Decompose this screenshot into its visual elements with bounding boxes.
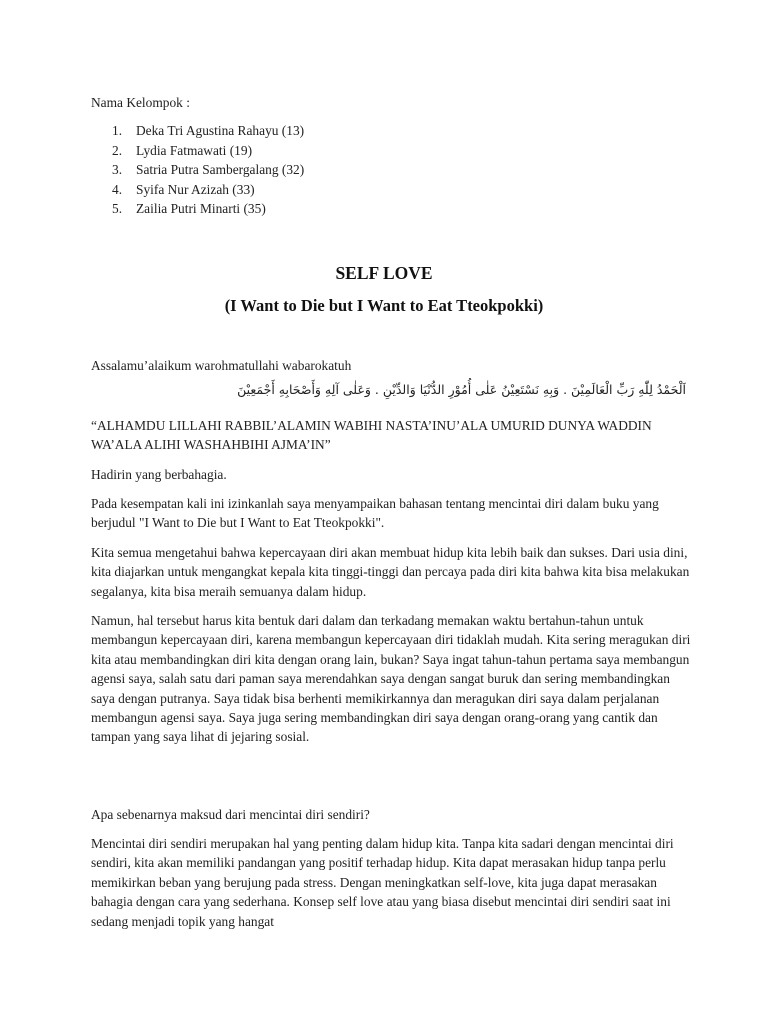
arabic-text: اَلْحَمْدُ لِلّٰهِ رَبِّ الْعَالَمِيْنَ . وَبِهِ نَسْتَعِيْنُ عَلٰى أُمُوْرِ الدُّنْيَا وَالدِّيْنِ . وَعَلٰى آلِهِ وَأَصْحَابِهِ أَجْمَعِيْنَ [237, 382, 686, 397]
section-question: Apa sebenarnya maksud dari mencintai diri sendiri? [91, 807, 370, 822]
paragraph-confidence: Kita semua mengetahui bahwa kepercayaan diri akan membuat hidup kita lebih baik dan sukses. Dari usia dini, kita diajarkan untuk mengangkat kepala kita tinggi-tinggi dan percaya pada diri kita bahwa kita bisa melakukan segalanya, kita bisa meraih semuanya dalam hidup. [91, 545, 690, 599]
list-item [112, 121, 304, 141]
paragraph-self-love: Mencintai diri sendiri merupakan hal yang penting dalam hidup kita. Tanpa kita sadari dengan mencintai diri sendiri, kita akan memiliki pandangan yang positif terhadap hidup. Kita dapat merasakan hidup tanpa perlu memikirkan beban yang berujung pada stress. Dengan meningkatkan self-love, kita juga dapat merasakan bahagia dengan cara yang sederhana. Konsep self love atau yang biasa disebut mencintai diri sendiri saat ini sedang menjadi topik yang hangat [91, 836, 674, 929]
document-title: SELF LOVE [335, 263, 433, 283]
member-name: Syifa Nur Azizah (33) [136, 181, 255, 197]
list-item [112, 141, 304, 161]
list-number: 1. [112, 123, 123, 138]
paragraph-story: Namun, hal tersebut harus kita bentuk dari dalam dan terkadang memakan waktu bertahun-tahun untuk membangun kepercayaan diri, karena membangun kepercayaan diri tidaklah mudah. Kita sering meragukan diri kita atau membandingkan diri kita dengan orang lain, bukan? Saya ingat tahun-tahun pertama saya membangun agensi saya, salah satu dari paman saya merendahkan saya dengan sangat buruk dan sering membandingkan saya dengan putranya. Saya tidak bisa berhenti memikirkannya dan meragukan diri saya dalam perjalanan membangun agensi saya. Saya juga sering membandingkan diri saya dengan orang-orang yang cantik dan tampan yang saya lihat di jejaring sosial. [91, 613, 691, 745]
paragraph-intro: Pada kesempatan kali ini izinkanlah saya menyampaikan bahasan tentang mencintai diri dalam buku yang berjudul "I Want to Die but I Want to Eat Tteokpokki". [91, 496, 659, 531]
list-number: 3. [112, 162, 123, 177]
transliteration-text: “ALHAMDU LILLAHI RABBIL’ALAMIN WABIHI NASTA’INU’ALA UMURID DUNYA WADDIN WA’ALA ALIHI WASHAHBIHI AJMA’IN” [91, 418, 652, 453]
list-item [112, 180, 304, 200]
list-number: 2. [112, 142, 123, 158]
hadirin-text: Hadirin yang berbahagia. [91, 467, 227, 482]
member-name: Lydia Fatmawati (19) [136, 142, 253, 158]
member-list [112, 121, 304, 219]
list-item [112, 199, 304, 219]
member-name: Zailia Putri Minarti (35) [136, 201, 266, 216]
member-name: Satria Putra Sambergalang (32) [136, 162, 305, 177]
group-label: Nama Kelompok : [91, 95, 190, 110]
document-subtitle: (I Want to Die but I Want to Eat Tteokpokki) [224, 296, 544, 315]
list-number: 4. [112, 181, 123, 197]
list-item [112, 160, 304, 180]
greeting-text: Assalamu’alaikum warohmatullahi wabarokatuh [91, 358, 352, 373]
list-number: 5. [112, 201, 123, 216]
member-name: Deka Tri Agustina Rahayu (13) [136, 123, 305, 138]
